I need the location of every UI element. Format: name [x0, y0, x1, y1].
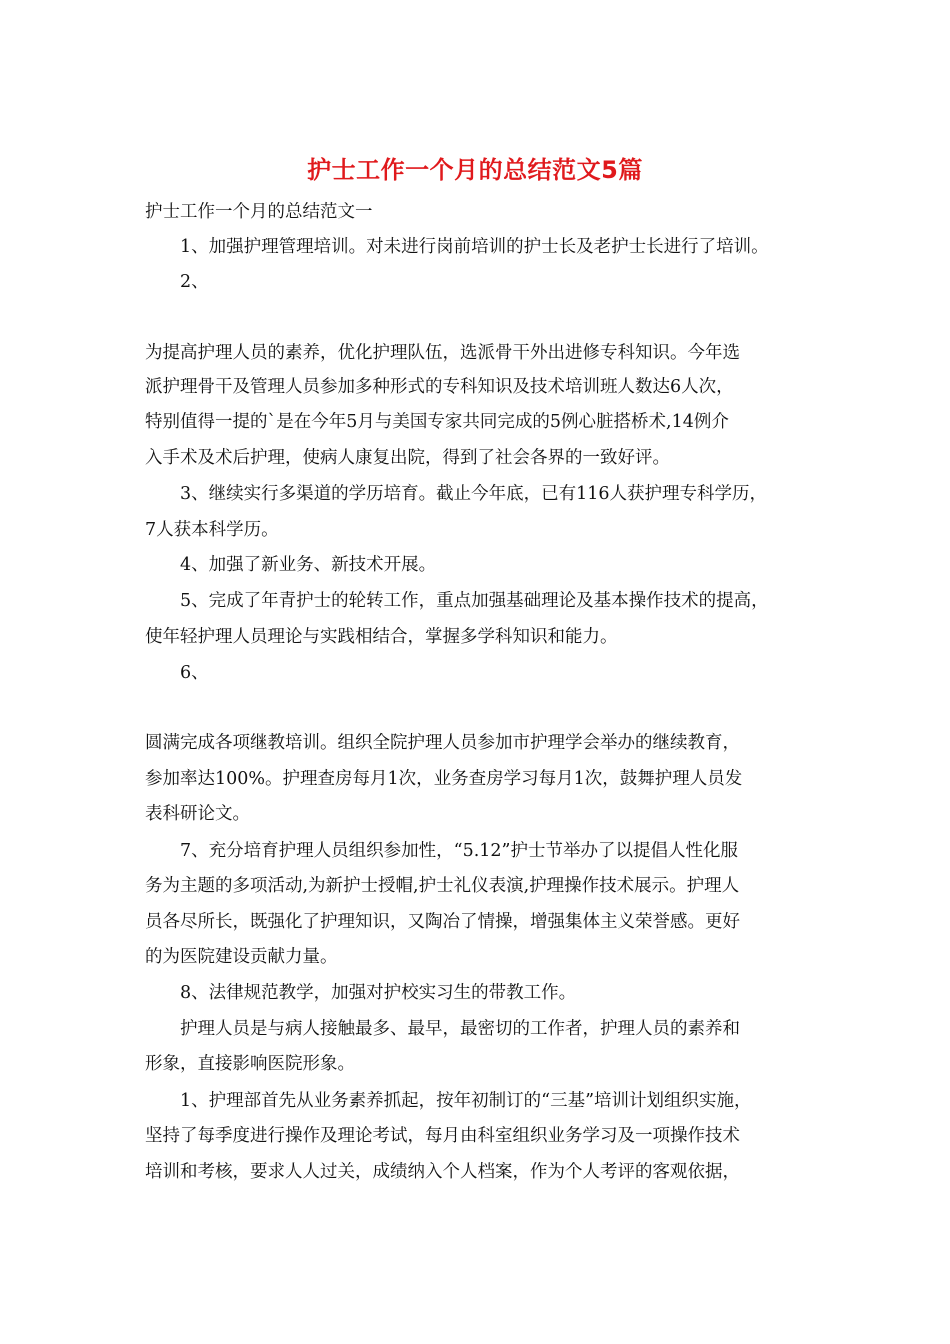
paragraph-line: 8、法律规范教学，加强对护校实习生的带教工作。	[180, 983, 577, 1003]
paragraph-line: 员各尽所长，既强化了护理知识，又陶冶了情操，增强集体主义荣誉感。更好	[145, 912, 740, 932]
paragraph-line: 为提高护理人员的素养，优化护理队伍，选派骨干外出进修专科知识。今年选	[145, 343, 740, 363]
paragraph-line: 2、	[180, 272, 209, 292]
paragraph-line: 7、充分培育护理人员组织参加性，“5.12”护士节举办了以提倡人性化服	[180, 841, 738, 861]
paragraph-line: 坚持了每季度进行操作及理论考试，每月由科室组织业务学习及一项操作技术	[145, 1126, 740, 1146]
paragraph-line: 1、加强护理管理培训。对未进行岗前培训的护士长及老护士长进行了培训。	[180, 237, 769, 257]
paragraph-line: 形象，直接影响医院形象。	[145, 1054, 355, 1074]
paragraph-line: 6、	[180, 663, 209, 683]
paragraph-line: 入手术及术后护理，使病人康复出院，得到了社会各界的一致好评。	[145, 448, 670, 468]
paragraph-line: 1、护理部首先从业务素养抓起，按年初制订的“三基”培训计划组织实施，	[180, 1091, 752, 1111]
paragraph-line: 表科研论文。	[145, 804, 250, 824]
paragraph-line: 参加率达100%。护理查房每月1次，业务查房学习每月1次，鼓舞护理人员发	[145, 769, 743, 789]
paragraph-line: 7人获本科学历。	[145, 520, 279, 540]
document-title: 护士工作一个月的总结范文5篇	[307, 156, 643, 184]
paragraph-line: 5、完成了年青护士的轮转工作，重点加强基础理论及基本操作技术的提高，	[180, 591, 769, 611]
paragraph-line: 3、继续实行多渠道的学历培育。截止今年底，已有116人获护理专科学历，	[180, 484, 768, 504]
paragraph-line: 派护理骨干及管理人员参加多种形式的专科知识及技术培训班人数达6人次，	[145, 377, 734, 397]
paragraph-line: 务为主题的多项活动,为新护士授帽,护士礼仪表演,护理操作技术展示。护理人	[145, 876, 740, 896]
paragraph-line: 的为医院建设贡献力量。	[145, 947, 338, 967]
paragraph-line: 使年轻护理人员理论与实践相结合，掌握多学科知识和能力。	[145, 627, 618, 647]
paragraph-line: 护理人员是与病人接触最多、最早，最密切的工作者，护理人员的素养和	[180, 1019, 740, 1039]
paragraph-line: 特别值得一提的`是在今年5月与美国专家共同完成的5例心脏搭桥术,14例介	[145, 412, 729, 432]
paragraph-line: 培训和考核，要求人人过关，成绩纳入个人档案，作为个人考评的客观依据，	[145, 1162, 740, 1182]
subheading: 护士工作一个月的总结范文一	[145, 202, 373, 222]
paragraph-line: 圆满完成各项继教培训。组织全院护理人员参加市护理学会举办的继续教育，	[145, 733, 740, 753]
paragraph-line: 4、加强了新业务、新技术开展。	[180, 555, 437, 575]
